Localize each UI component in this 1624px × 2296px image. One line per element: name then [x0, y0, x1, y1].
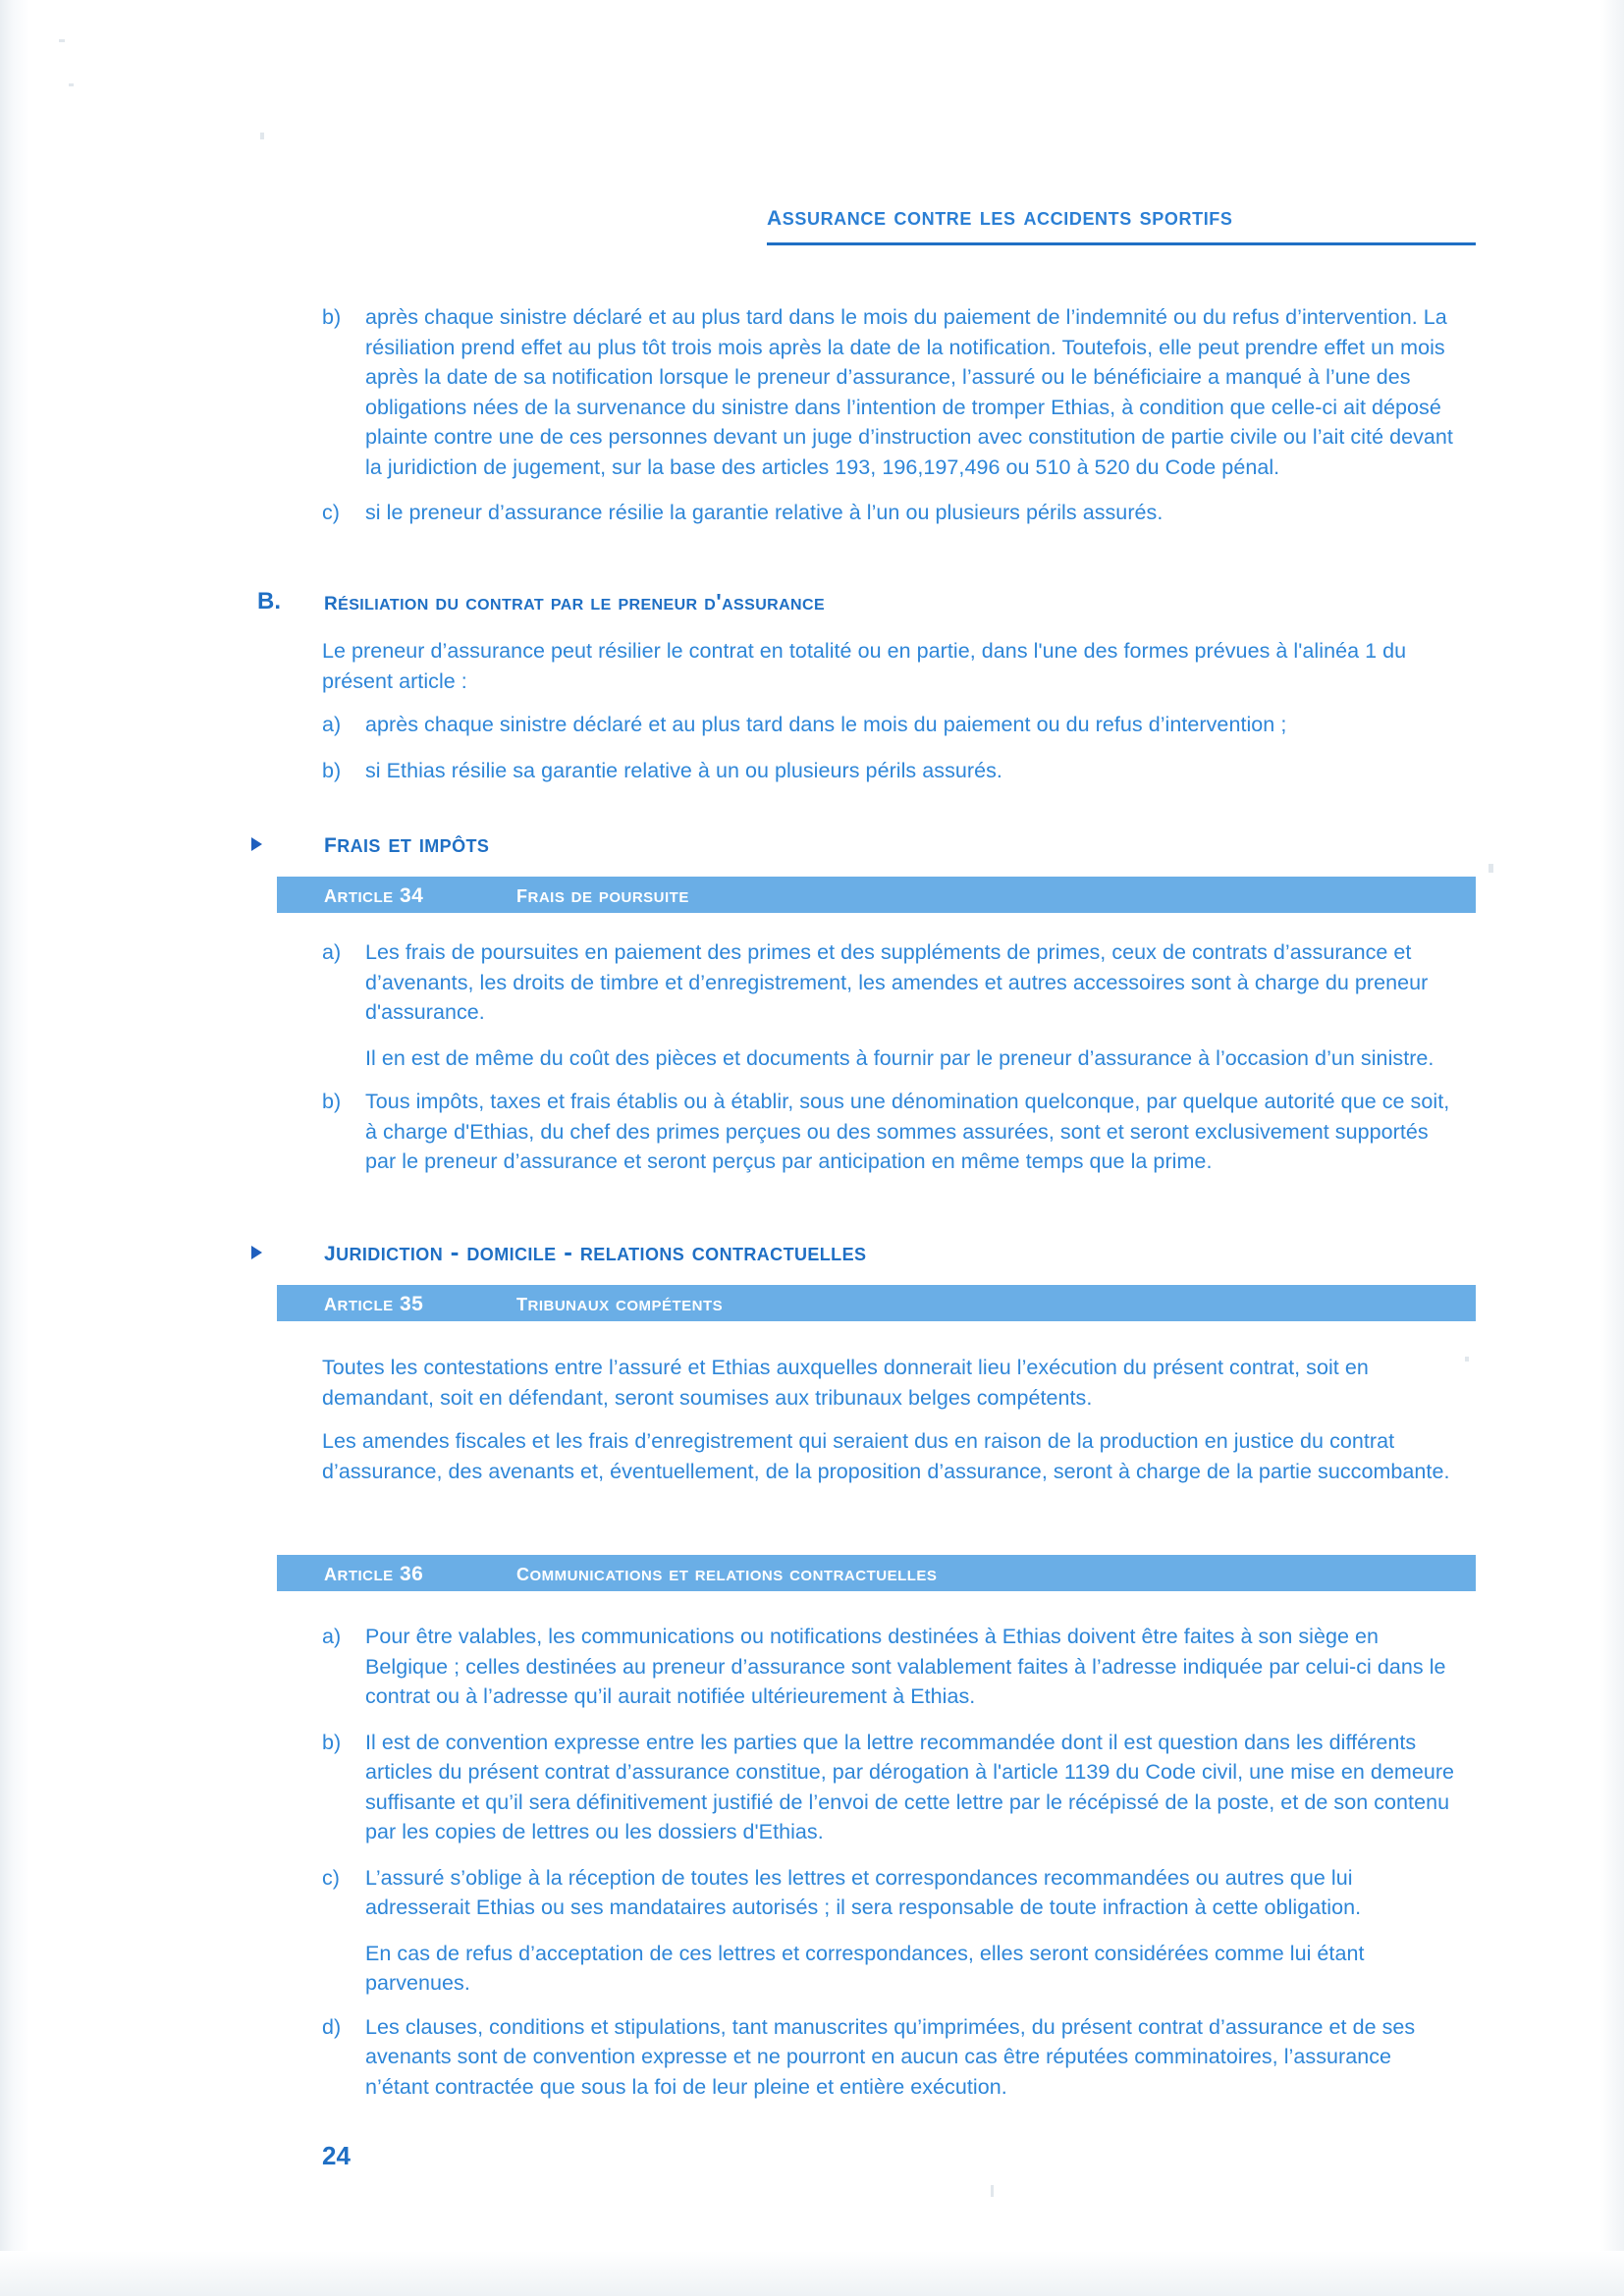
list-marker: b) [322, 305, 342, 329]
header-rule [767, 242, 1476, 245]
list-item-text: après chaque sinistre déclaré et au plus tard dans le mois du paiement de l’indemnité ou du refus d’intervention. La résiliation prend effet au plus tôt trois mois après la date de la notification. Toutefois, elle peut prendre effet un mois après la date de sa notification lorsque le preneur d’assurance, l’assuré ou le bénéficiaire a manqué à l’une des obligations nées de la survenance du sinistre dans l’intention de tromper Ethias, à condition que celle-ci ait déposé plainte contre une de ces personnes devant un juge d’instruction avec constitution de partie civile ou l’ait cité devant la juridiction de jugement, sur la base des articles 193, 196,197,496 ou 510 à 520 du Code pénal. [365, 305, 1453, 479]
spacer [322, 484, 1456, 498]
list-marker: d) [322, 2014, 342, 2039]
section-b-letter: B. [257, 588, 281, 614]
list-item-text: après chaque sinistre déclaré et au plus tard dans le mois du paiement ou du refus d’intervention ; [365, 713, 1287, 736]
list-item-text: L’assuré s’oblige à la réception de toutes les lettres et correspondances recommandées ou autres que lui adresserait Ethias ou ses mandataires autorisés ; il sera responsable de toute infraction à cette obligation. [365, 1865, 1362, 1919]
page-number: 24 [322, 2141, 351, 2170]
spacer [322, 1849, 1456, 1863]
article-bar-36 [277, 1555, 1476, 1591]
section-b-intro: Le preneur d’assurance peut résilier le contrat en totalité ou en partie, dans l'une des formes prévues à l'alinéa 1 du présent article : [322, 639, 1407, 693]
list-item-text: si Ethias résilie sa garantie relative à un ou plusieurs périls assurés. [365, 758, 1002, 782]
triangle-bullet-icon [251, 837, 262, 851]
page-header-title: assurance contre les accidents sportifs [767, 199, 1233, 232]
spacer [322, 1714, 1456, 1728]
top-list [322, 302, 1456, 530]
article-bar-34 [277, 877, 1476, 913]
triangle-bullet-icon [251, 1246, 262, 1259]
list-item-text: Les frais de poursuites en paiement des primes et des suppléments de primes, ceux de contrats d’assurance et d’avenants, les droits de timbre et d’enregistrement, les amendes et autres accessoires sont à charge du preneur d'assurance. [365, 940, 1429, 1024]
spacer [322, 696, 1456, 710]
article-36-c-sub-paragraph: En cas de refus d’acceptation de ces lettres et correspondances, elles seront considérées comme lui étant parvenues. [365, 1941, 1365, 1995]
spacer [322, 1413, 1456, 1426]
article-35-paragraph: Les amendes fiscales et les frais d’enregistrement qui seraient dus en raison de la production en justice du contrat d’assurance, des avenants et, éventuellement, de la proposition d’assurance, seront à charge de la partie succombante. [322, 1429, 1450, 1483]
list-item [322, 1728, 1456, 1847]
list-marker: b) [322, 1090, 342, 1113]
section-heading-juridiction [245, 1235, 1483, 1268]
list-item-text: Pour être valables, les communications ou notifications destinées à Ethias doivent être faites à son siège en Belgique ; celles destinées au preneur d’assurance sont valablement faites à l’adresse indiquée par celui-ci dans le contrat ou à l’adresse qu’il aurait notifiée ultérieurement à Ethias. [365, 1625, 1446, 1708]
article-title: frais de poursuite [516, 881, 689, 908]
article-title: tribunaux compétents [516, 1289, 724, 1316]
article-35-paragraph: Toutes les contestations entre l’assuré et Ethias auxquelles donnerait lieu l’exécution du présent contrat, soit en demandant, soit en défendant, seront soumises aux tribunaux belges compétents. [322, 1356, 1369, 1410]
list-item [322, 937, 1456, 1028]
list-item [322, 2012, 1456, 2103]
list-item [322, 1863, 1456, 1923]
article-34-sub-paragraph: Il en est de même du coût des pièces et documents à fournir par le preneur d’assurance à l’occasion d’un sinistre. [365, 1045, 1435, 1070]
list-marker: a) [322, 713, 342, 736]
list-item [322, 710, 1456, 740]
list-marker: c) [322, 1865, 341, 1890]
list-item [322, 498, 1456, 528]
list-item [322, 756, 1456, 786]
list-marker: b) [322, 1730, 342, 1754]
list-item-text: Il est de convention expresse entre les parties que la lettre recommandée dont il est question dans les différents articles du présent contrat d’assurance constitue, par dérogation à l'article 1139 du Code civil, une mise en demeure suffisante et qu’il sera définitivement justifié de l’envoi de cette lettre par le récépissé de la poste, et de son contenu par les copies de lettres ou les dossiers d'Ethias. [365, 1730, 1455, 1843]
spacer [322, 1925, 1456, 1939]
list-item-text: si le preneur d’assurance résilie la garantie relative à l’un ou plusieurs périls assurés. [365, 501, 1164, 524]
list-marker: a) [322, 940, 342, 964]
article-35-body [322, 1353, 1456, 1486]
spacer [322, 1030, 1456, 1043]
page-header [767, 201, 1474, 245]
spacer [322, 1073, 1456, 1087]
section-b-title: résiliation du contrat par le preneur d'assurance [324, 586, 826, 615]
article-number: article 35 [324, 1289, 424, 1316]
section-b-heading [257, 586, 1485, 616]
article-34-body [322, 937, 1456, 1179]
list-marker: b) [322, 758, 342, 782]
article-36-body [322, 1622, 1456, 2104]
list-marker: c) [322, 501, 341, 524]
section-b-body [322, 636, 1456, 787]
list-item-text: Les clauses, conditions et stipulations, tant manuscrites qu’imprimées, du présent contrat d’assurance et de ses avenants sont de convention expresse et ne pourront en aucun cas être réputées comminatoires, l’assurance n’étant contractée que sous la foi de leur pleine et entière exécution. [365, 2014, 1416, 2099]
article-number: article 36 [324, 1559, 424, 1586]
spacer [322, 742, 1456, 756]
list-item [322, 302, 1456, 482]
list-item [322, 1087, 1456, 1177]
section-heading-frais-et-impots [245, 827, 1483, 860]
article-title: communications et relations contractuelles [516, 1559, 938, 1586]
article-bar-35 [277, 1285, 1476, 1321]
section-heading-label: frais et impôts [324, 827, 490, 859]
list-item [322, 1622, 1456, 1712]
section-heading-label: juridiction - domicile - relations contractuelles [324, 1235, 867, 1267]
article-number: article 34 [324, 881, 424, 908]
list-item-text: Tous impôts, taxes et frais établis ou à établir, sous une dénomination quelconque, par quelque autorité que ce soit, à charge d'Ethias, du chef des primes perçues ou des sommes assurées, sont et seront exclusivement supportés par le preneur d’assurance et seront perçus par anticipation en même temps que la prime. [365, 1090, 1450, 1173]
spacer [322, 1999, 1456, 2012]
list-marker: a) [322, 1625, 342, 1648]
